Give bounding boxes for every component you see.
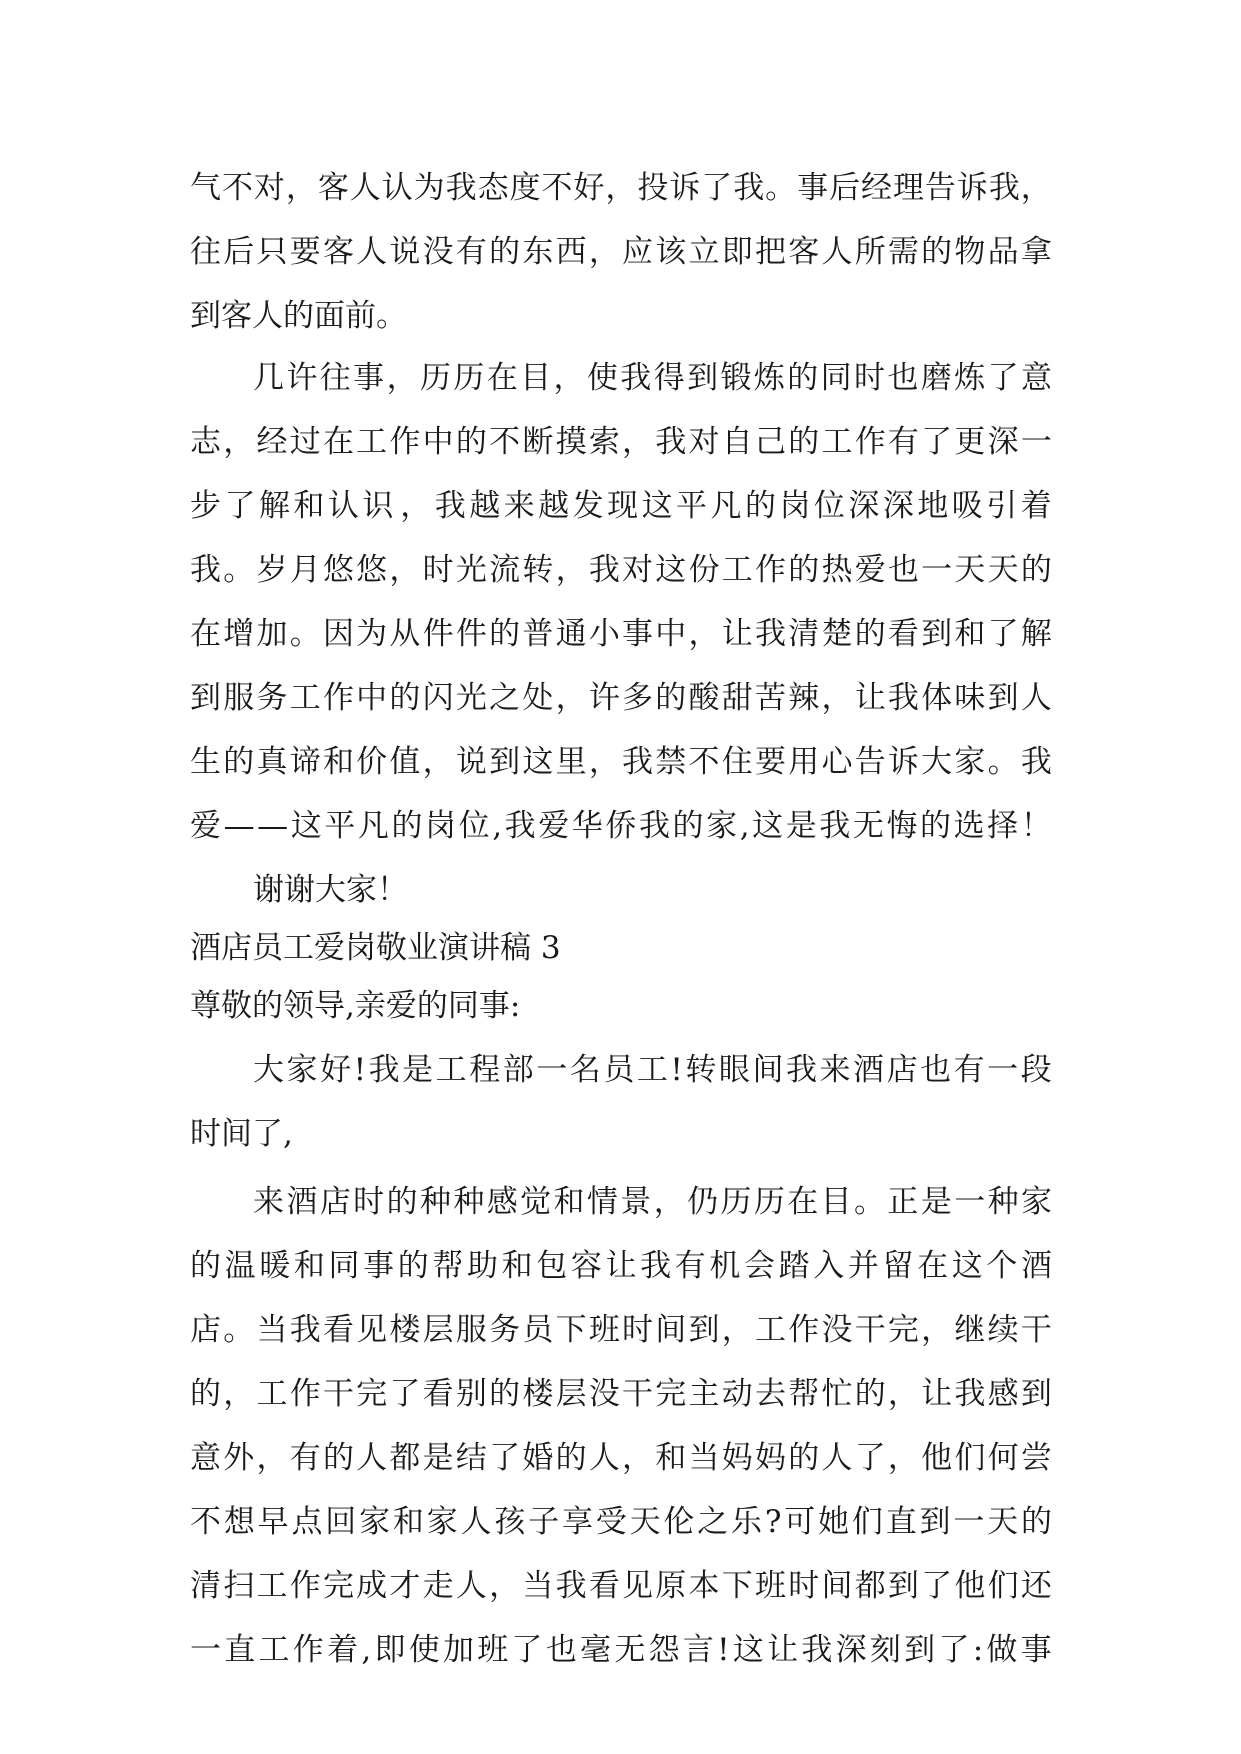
paragraph-line: 步 了 解 和 认 识 ， 我 越 来 越 发 现 这 平 凡 的 岗 位 深 深 地 吸 引 着 [190, 488, 1052, 524]
paragraph-line: 往 后 只 要 客 人 说 没 有 的 东 西 ， 应 该 立 即 把 客 人 所 需 的 物 品 拿 [190, 234, 1052, 270]
paragraph-line: 生 的 真 谛 和 价 值 ， 说 到 这 里 ， 我 禁 不 住 要 用 心 告 诉 大 家 。 我 [190, 744, 1052, 780]
paragraph-line: 的 温 暖 和 同 事 的 帮 助 和 包 容 让 我 有 机 会 踏 入 并 留 在 这 个 酒 [190, 1248, 1052, 1284]
paragraph-line-indented: 来 酒 店 时 的 种 种 感 觉 和 情 景 ， 仍 历 历 在 目 。 正 是 一 种 家 [253, 1184, 1052, 1220]
paragraph-line: 不 想 早 点 回 家 和 家 人 孩 子 享 受 天 伦 之 乐 ? 可 她 们 直 到 一 天 的 [190, 1504, 1052, 1540]
section-title: 酒店员工爱岗敬业演讲稿 3 [190, 930, 561, 966]
paragraph-line: 时间了, [190, 1116, 293, 1152]
paragraph-line: 爱 — — 这 平 凡 的 岗 位 , 我 爱 华 侨 我 的 家 , 这 是 我 无 悔 的 选 择 ！ [190, 808, 1052, 844]
paragraph-line: 到客人的面前。 [190, 298, 407, 334]
closing-thanks: 谢谢大家！ [253, 872, 408, 908]
paragraph-line: 一 直 工 作 着 , 即 使 加 班 了 也 毫 无 怨 言 ! 这 让 我 深 刻 到 了 : 做 事 [190, 1632, 1052, 1668]
paragraph-line: 气 不 对 ， 客 人 认 为 我 态 度 不 好 ， 投 诉 了 我 。 事 后 经 理 告 诉 我 ， [190, 170, 1052, 206]
paragraph-line: 意 外 ， 有 的 人 都 是 结 了 婚 的 人 ， 和 当 妈 妈 的 人 了 ， 他 们 何 尝 [190, 1440, 1052, 1476]
paragraph-line: 志 ， 经 过 在 工 作 中 的 不 断 摸 索 ， 我 对 自 己 的 工 作 有 了 更 深 一 [190, 424, 1052, 460]
paragraph-line: 店 。 当 我 看 见 楼 层 服 务 员 下 班 时 间 到 ， 工 作 没 干 完 ， 继 续 干 [190, 1312, 1052, 1348]
paragraph-line: 到 服 务 工 作 中 的 闪 光 之 处 ， 许 多 的 酸 甜 苦 辣 ， 让 我 体 味 到 人 [190, 680, 1052, 716]
paragraph-line: 的 ， 工 作 干 完 了 看 别 的 楼 层 没 干 完 主 动 去 帮 忙 的 ， 让 我 感 到 [190, 1376, 1052, 1412]
paragraph-line: 清 扫 工 作 完 成 才 走 人 ， 当 我 看 见 原 本 下 班 时 间 都 到 了 他 们 还 [190, 1568, 1052, 1604]
paragraph-line-indented: 大 家 好 ! 我 是 工 程 部 一 名 员 工 ! 转 眼 间 我 来 酒 店 也 有 一 段 [253, 1052, 1052, 1088]
paragraph-line: 在 增 加 。 因 为 从 件 件 的 普 通 小 事 中 ， 让 我 清 楚 的 看 到 和 了 解 [190, 616, 1052, 652]
salutation: 尊敬的领导,亲爱的同事: [190, 988, 521, 1024]
paragraph-line: 我 。 岁 月 悠 悠 ， 时 光 流 转 ， 我 对 这 份 工 作 的 热 爱 也 一 天 天 的 [190, 552, 1052, 588]
paragraph-line-indented: 几 许 往 事 ， 历 历 在 目 ， 使 我 得 到 锻 炼 的 同 时 也 磨 炼 了 意 [253, 360, 1052, 396]
